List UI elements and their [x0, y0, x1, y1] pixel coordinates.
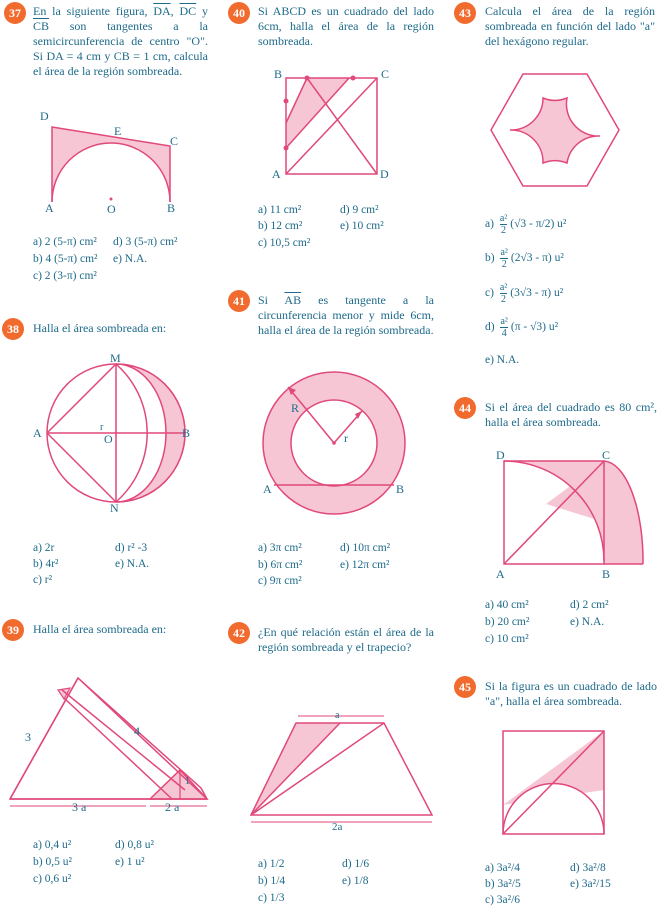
label-3: 3 — [25, 730, 31, 744]
option-c: c) 1/3 — [258, 892, 285, 904]
option-b: b) 3a²/5 — [485, 878, 521, 890]
label-r: r — [100, 422, 104, 433]
problem-number: 41 — [228, 290, 250, 312]
option-e: e) 1/8 — [342, 875, 369, 887]
label-a: a — [335, 710, 340, 721]
option-c: c) $\frac{\text{a²}}{2}$ (3√3 - π) u² — [485, 282, 564, 305]
option-d: d) 2 cm² — [570, 599, 609, 611]
label-2a: 2 a — [165, 800, 180, 814]
option-e: e) N.A. — [115, 558, 150, 570]
option-c: c) 2 (3-π) cm² — [33, 270, 97, 282]
option-c: c) 9π cm² — [258, 575, 302, 587]
option-a: a) 40 cm² — [485, 599, 529, 611]
option-a: a) 0,4 u² — [33, 839, 72, 851]
label-A: A — [272, 167, 281, 181]
option-b: b) 12 cm² — [258, 220, 303, 232]
problem-number: 45 — [454, 676, 476, 698]
option-b: b) 6π cm² — [258, 559, 303, 571]
option-e: e) 3a²/15 — [570, 878, 611, 890]
problem-number: 37 — [4, 2, 26, 24]
option-d: d) 3a²/8 — [570, 862, 606, 874]
problem-statement: Calcula el área de la región sombreada en función del lado "a" del hexágono regular. — [485, 4, 655, 48]
option-e: e) 10 cm² — [340, 220, 384, 232]
option-d: d) 0,8 u² — [115, 839, 154, 851]
label-N: N — [110, 501, 119, 515]
option-b: b) 4r² — [33, 558, 59, 570]
label-2a: 2a — [332, 821, 343, 833]
label-B: B — [602, 567, 611, 581]
label-O: O — [107, 202, 116, 216]
label-A: A — [263, 482, 272, 496]
option-a: a) 2 (5-π) cm² — [33, 236, 97, 248]
label-B: B — [182, 426, 191, 440]
option-d: d) 3 (5-π) cm² — [113, 236, 178, 248]
label-B: B — [167, 201, 176, 215]
label-D: D — [496, 448, 505, 462]
problem-number: 44 — [454, 397, 476, 419]
option-b: b) 20 cm² — [485, 616, 530, 628]
option-e: e) N.A. — [113, 253, 148, 265]
problem-number: 39 — [2, 619, 24, 641]
option-b: b) 1/4 — [258, 875, 286, 887]
label-D: D — [380, 167, 389, 181]
label-R: R — [291, 401, 300, 415]
option-b: b) 4 (5-π) cm² — [33, 253, 98, 265]
problem-statement: Halla el área sombreada en: — [33, 321, 167, 335]
option-c: c) r² — [33, 574, 53, 586]
label-1: 1 — [185, 776, 190, 787]
problem-statement: Si $\overline{AB}$ es tangente a la circunferencia menor y mide 6cm, halla el área de la región sombreada. — [258, 293, 434, 337]
problem-number: 43 — [454, 2, 476, 24]
option-b: b) $\frac{\text{a²}}{2}$ (2√3 - π) u² — [485, 247, 564, 270]
option-e: e) N.A. — [485, 354, 520, 366]
option-a: a) 3a²/4 — [485, 862, 521, 874]
problem-statement: ¿En qué relación están el área de la región sombreada y el trapecio? — [258, 625, 434, 654]
label-M: M — [110, 351, 121, 365]
option-a: a) 1/2 — [258, 858, 285, 870]
option-a: a) $\frac{\text{a²}}{2}$ (√3 - π/2) u² — [485, 213, 567, 236]
problem-number: 40 — [228, 2, 250, 24]
label-C: C — [602, 448, 611, 462]
option-b: b) 0,5 u² — [33, 856, 72, 868]
label-C: C — [381, 67, 390, 81]
option-a: a) 2r — [33, 542, 55, 554]
option-d: d) 1/6 — [342, 858, 370, 870]
problem-statement: Si la figura es un cuadrado de lado "a", halla el área sombreada. — [485, 679, 657, 708]
option-d: d) 9 cm² — [340, 204, 379, 216]
option-d: d) 10π cm² — [340, 542, 391, 554]
label-O: O — [104, 432, 113, 446]
option-e: e) 12π cm² — [340, 559, 390, 571]
option-d: d) r² -3 — [115, 542, 148, 554]
option-a: a) 11 cm² — [258, 204, 302, 216]
label-B: B — [396, 482, 405, 496]
label-r: r — [344, 431, 348, 445]
label-C: C — [170, 134, 179, 148]
label-3a: 3 a — [72, 800, 87, 814]
label-B: B — [274, 67, 283, 81]
problem-statement: Halla el área sombreada en: — [33, 622, 167, 636]
label-A: A — [45, 201, 54, 215]
label-D: D — [40, 109, 49, 123]
problem-statement: Si ABCD es un cuadrado del lado 6cm, halla el área de la región sombreada. — [258, 4, 434, 48]
problem-statement: Si el área del cuadrado es 80 cm², halla el área sombreada. — [485, 400, 657, 429]
label-4: 4 — [134, 724, 140, 738]
option-c: c) 0,6 u² — [33, 873, 72, 885]
option-c: c) 10 cm² — [485, 633, 529, 645]
problem-statement: En la siguiente figura, $\overline{DA}$, $\overline{DC}$ y $\overline{CB}$ son tangentes a la semicircunferencia de centro "O". Si DA = 4 cm y CB = 1 cm, calcula el área de la región sombreada. — [33, 4, 209, 78]
label-A: A — [33, 426, 42, 440]
label-A: A — [496, 567, 505, 581]
option-d: d) $\frac{\text{a²}}{4}$ (π - √3) u² — [485, 316, 559, 339]
option-a: a) 3π cm² — [258, 542, 302, 554]
problem-number: 38 — [2, 318, 24, 340]
problem-number: 42 — [228, 622, 250, 644]
label-E: E — [114, 124, 122, 138]
option-c: c) 10,5 cm² — [258, 237, 311, 249]
option-e: e) N.A. — [570, 616, 605, 628]
option-c: c) 3a²/6 — [485, 894, 521, 906]
option-e: e) 1 u² — [115, 856, 145, 868]
